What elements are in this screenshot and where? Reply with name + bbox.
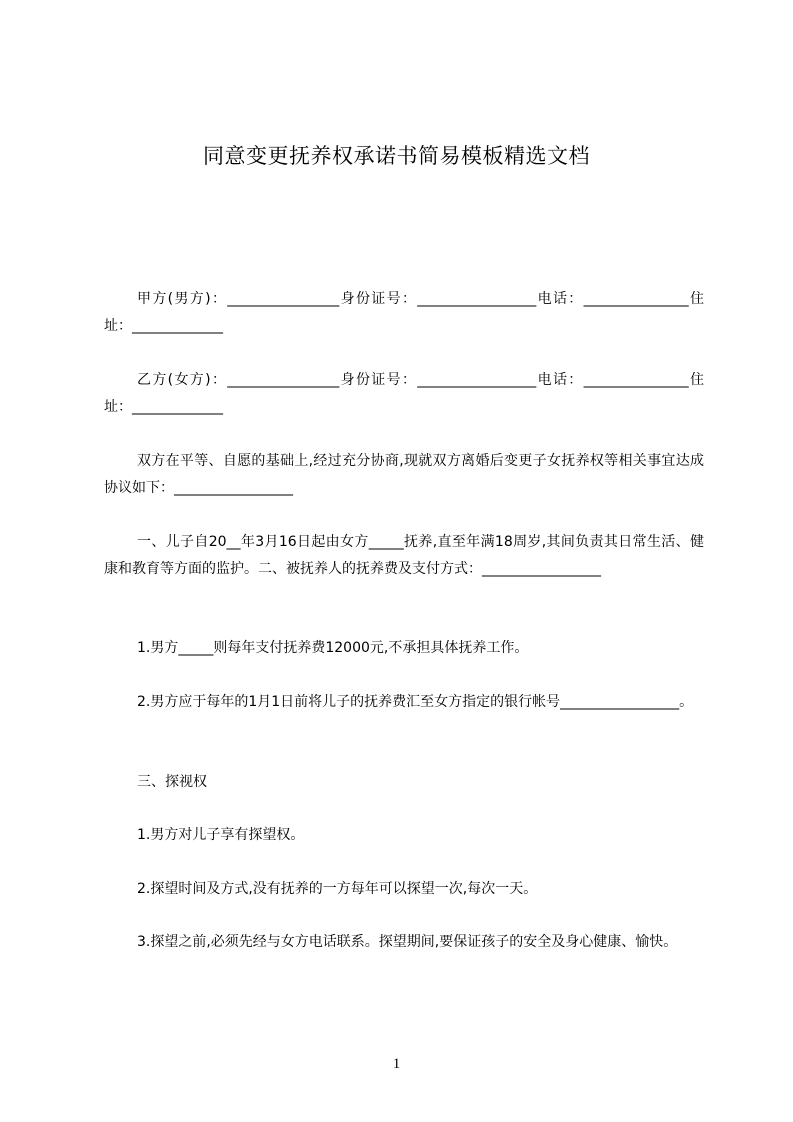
visitation-schedule: 2.探望时间及方式,没有抚养的一方每年可以探望一次,每次一天。 — [137, 881, 538, 897]
clause-support-payment: 2.男方应于每年的1月1日前将儿子的抚养费汇至女方指定的银行帐号_________________。 — [137, 694, 694, 710]
party-a-info: 甲方(男方)：________________身份证号：_________________电话：_______________住址：_____________ — [104, 291, 704, 334]
party-b-info: 乙方(女方)：________________身份证号：_________________电话：_______________住址：_____________ — [104, 372, 704, 415]
clause-support-amount: 1.男方_____则每年支付抚养费12000元,不承担具体抚养工作。 — [137, 640, 529, 656]
clause-custody: 一、儿子自20__年3月16日起由女方_____抚养,直至年满18周岁,其间负责其日常生活、健康和教育等方面的监护。二、被抚养人的抚养费及支付方式：_________________ — [104, 534, 704, 577]
section-visitation-heading: 三、探视权 — [137, 774, 207, 790]
visitation-right: 1.男方对儿子享有探望权。 — [137, 827, 305, 843]
document-title: 同意变更抚养权承诺书简易模板精选文档 — [203, 144, 590, 168]
page-number: 1 — [392, 1056, 401, 1072]
agreement-intro: 双方在平等、自愿的基础上,经过充分协商,现就双方离婚后变更子女抚养权等相关事宜达成协议如下：_________________ — [104, 453, 704, 496]
visitation-conditions: 3.探望之前,必须先经与女方电话联系。探望期间,要保证孩子的安全及身心健康、愉快。 — [137, 934, 678, 950]
